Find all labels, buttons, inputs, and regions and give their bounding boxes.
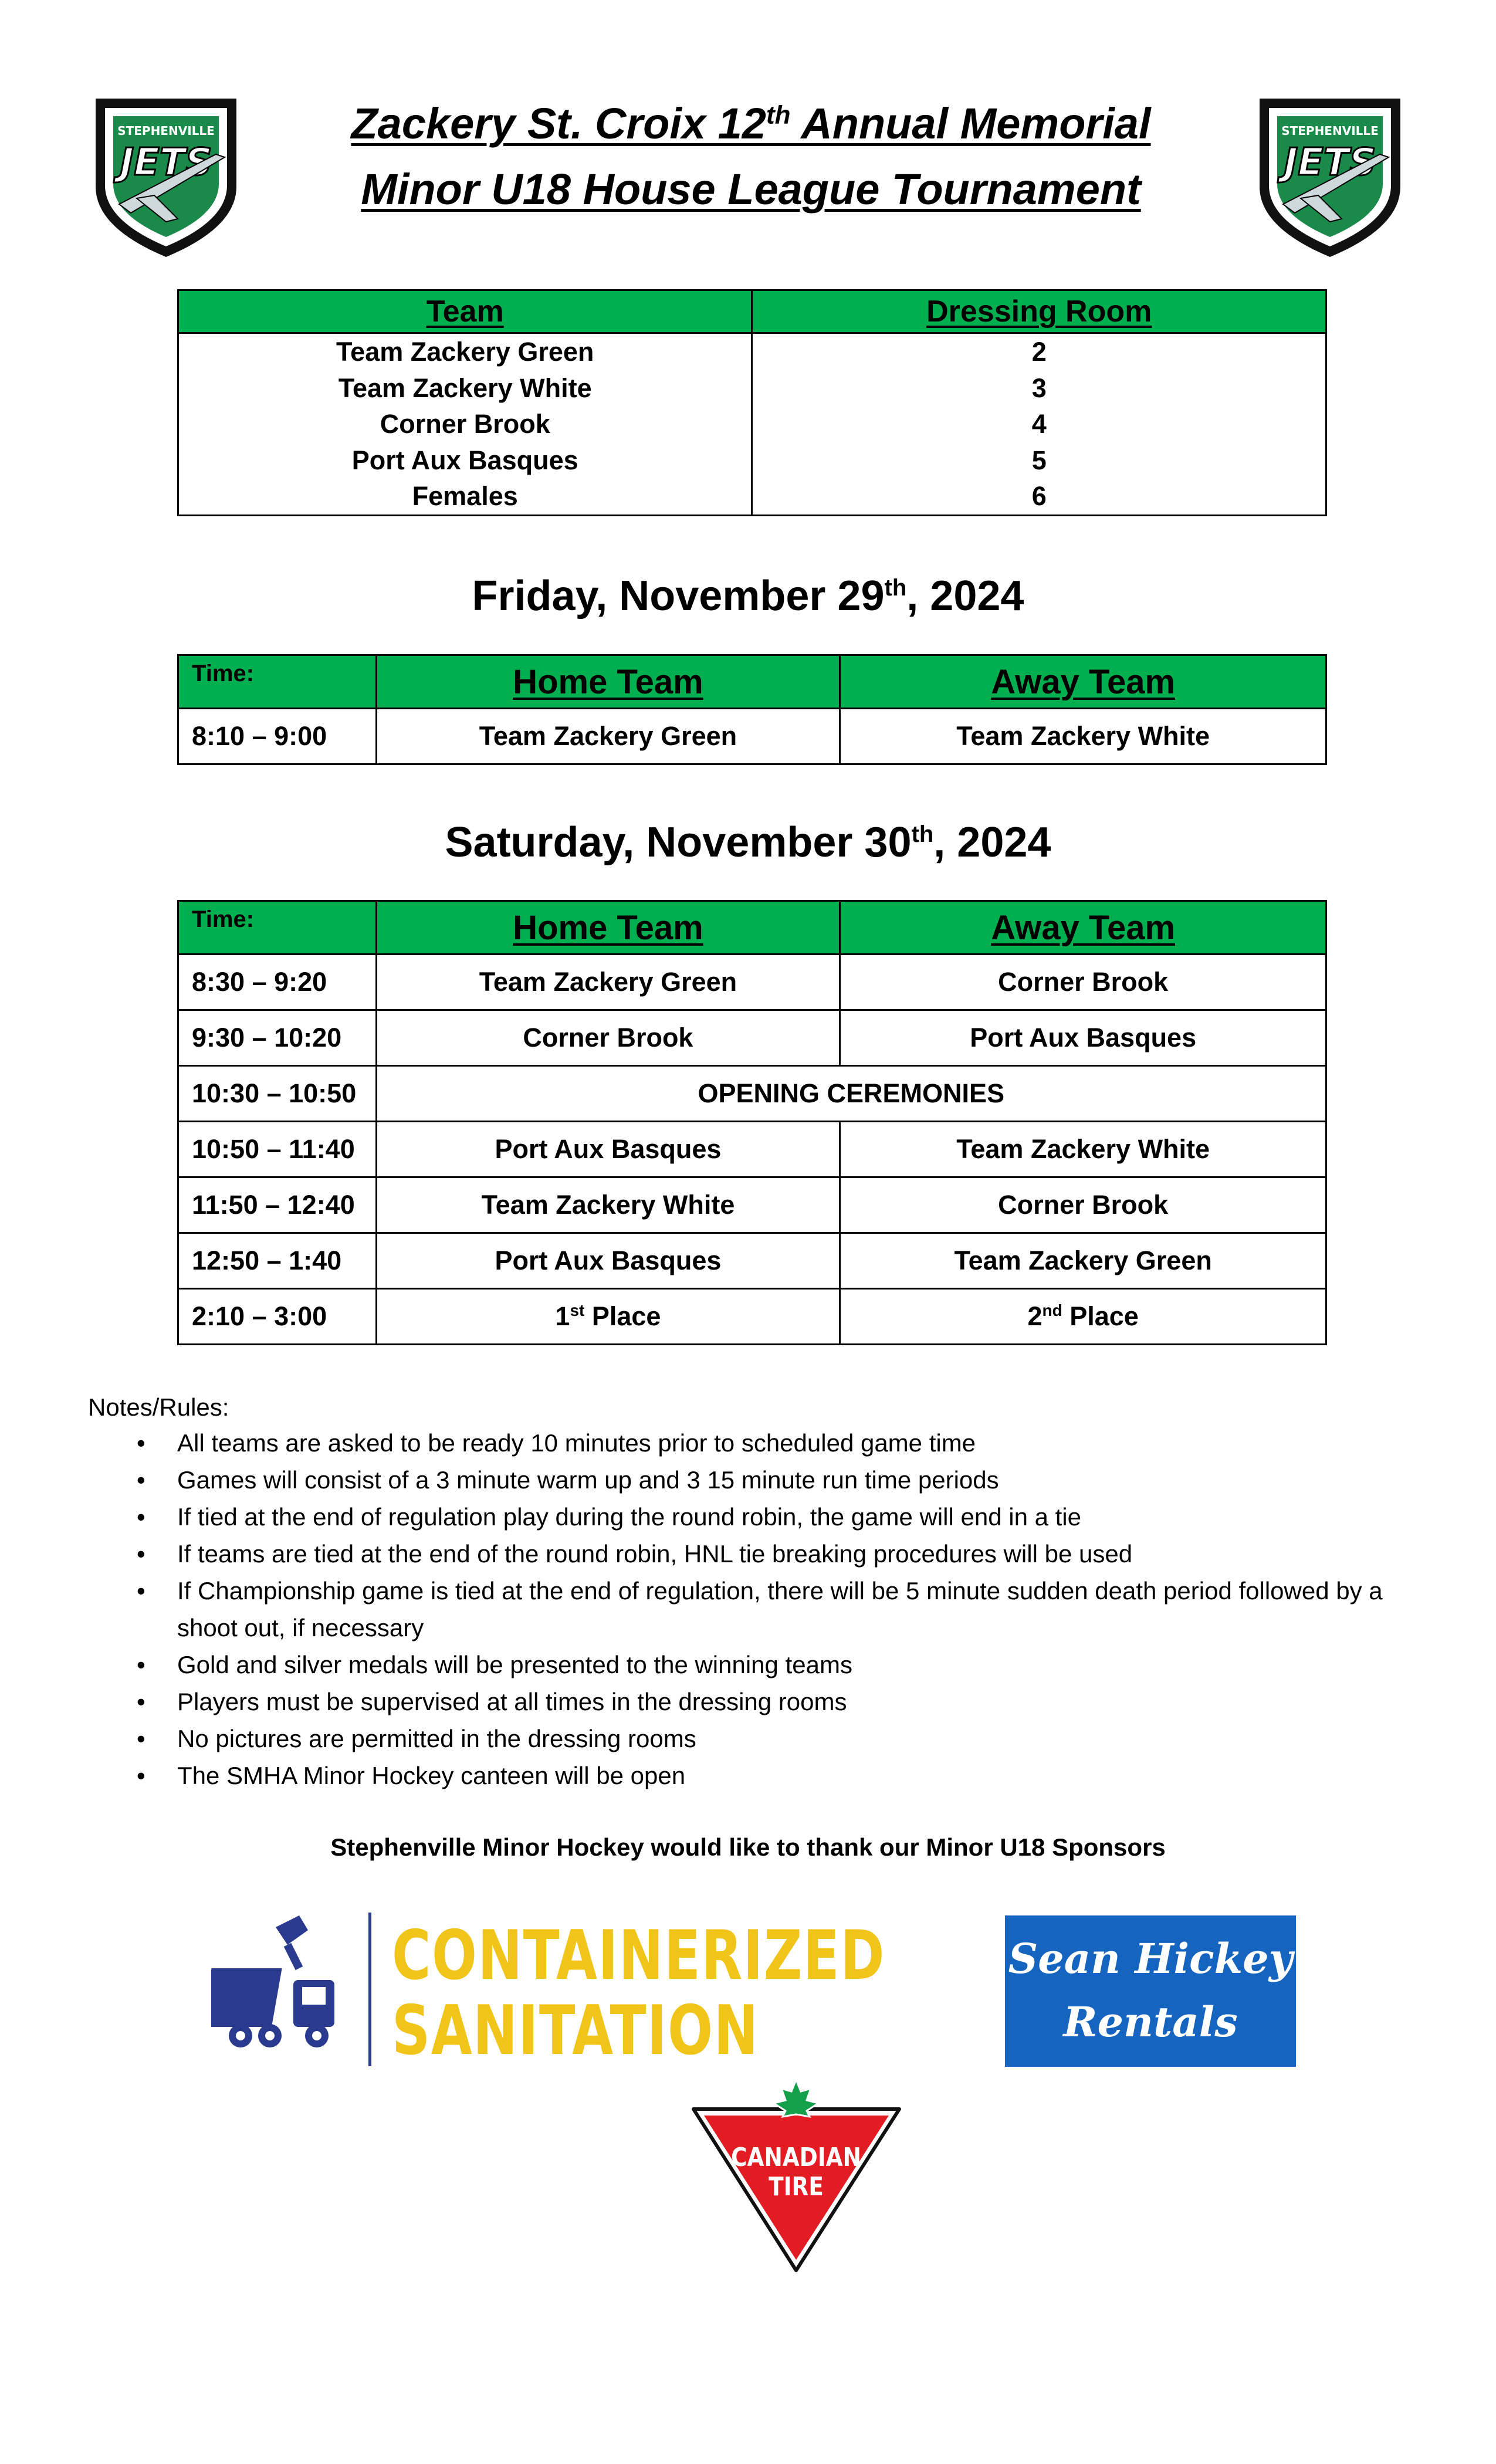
game-time: 10:30 – 10:50 — [178, 1066, 377, 1122]
stephenville-jets-logo-left — [84, 87, 248, 263]
title-line1-pre: Zackery St. Croix 12 — [351, 99, 766, 148]
containerized-line2: SANITATION — [392, 1991, 759, 2070]
team-name: Port Aux Basques — [351, 445, 578, 475]
home-team: Team Zackery White — [376, 1177, 840, 1233]
title-line2: Minor U18 House League Tournament — [361, 165, 1141, 214]
bullet-icon: • — [137, 1577, 145, 1605]
game-time: 11:50 – 12:40 — [178, 1177, 377, 1233]
bullet-icon: • — [137, 1688, 145, 1715]
game-row — [178, 1233, 1326, 1289]
away-team: 2nd Place — [840, 1289, 1326, 1345]
sean-line1: Sean Hickey — [1008, 1934, 1293, 1983]
away-team-header: Away Team — [840, 655, 1326, 709]
time-header: Time: — [178, 901, 377, 955]
note-item: • The SMHA Minor Hockey canteen will be open — [88, 1757, 1414, 1794]
final-row — [178, 1289, 1326, 1345]
containerized-line1: CONTAINERIZED — [392, 1916, 886, 1995]
stephenville-jets-logo-right — [1248, 87, 1412, 263]
bullet-icon: • — [137, 1540, 145, 1568]
home-team: Team Zackery Green — [376, 955, 840, 1010]
team-name: Corner Brook — [380, 409, 550, 439]
notes-title: Notes/Rules: — [88, 1393, 229, 1421]
room-number: 4 — [1031, 409, 1047, 439]
bullet-icon: • — [137, 1725, 145, 1752]
sanitation-divider — [368, 1913, 371, 2066]
note-item: • If Championship game is tied at the end of regulation, there will be 5 minute sudden death period followed by a shoot out, if necessary — [88, 1572, 1414, 1646]
canadian-tire-line2: TIRE — [769, 2171, 824, 2202]
team-name: Females — [412, 481, 518, 511]
title-line1-post: Annual Memorial — [790, 99, 1151, 148]
game-time: 8:30 – 9:20 — [178, 955, 377, 1010]
svg-text:JETS: JETS — [1284, 141, 1376, 184]
friday-schedule-table — [177, 654, 1327, 765]
sean-line2: Rentals — [1063, 1998, 1238, 2046]
away-team: Team Zackery White — [840, 709, 1326, 764]
note-item: • If teams are tied at the end of the round robin, HNL tie breaking procedures will be used — [88, 1535, 1414, 1572]
away-team-header: Away Team — [840, 901, 1326, 955]
game-time: 8:10 – 9:00 — [178, 709, 377, 764]
tournament-title — [270, 91, 1232, 222]
saturday-schedule-table — [177, 900, 1327, 1345]
title-line1-sup: th — [766, 100, 791, 130]
away-team: Corner Brook — [840, 955, 1326, 1010]
room-number: 6 — [1031, 481, 1047, 511]
room-list — [752, 333, 1326, 516]
note-item: • Gold and silver medals will be presented to the winning teams — [88, 1646, 1414, 1683]
away-team: Team Zackery Green — [840, 1233, 1326, 1289]
home-team: 1st Place — [376, 1289, 840, 1345]
notes-list — [88, 1424, 1414, 1794]
svg-text:JETS: JETS — [120, 141, 212, 184]
away-team: Team Zackery White — [840, 1122, 1326, 1177]
bullet-icon: • — [137, 1503, 145, 1531]
sean-hickey-rentals-logo — [1005, 1915, 1296, 2067]
friday-heading: Friday, November 29th, 2024 — [472, 573, 1024, 620]
ceremony-row — [178, 1066, 1326, 1122]
dressing-room-table — [177, 289, 1327, 516]
canadian-tire-logo — [686, 2077, 906, 2276]
game-row — [178, 709, 1326, 764]
bullet-icon: • — [137, 1762, 145, 1789]
bullet-icon: • — [137, 1651, 145, 1678]
svg-text:STEPHENVILLE: STEPHENVILLE — [1281, 124, 1379, 138]
game-time: 9:30 – 10:20 — [178, 1010, 377, 1066]
home-team: Team Zackery Green — [376, 709, 840, 764]
game-time: 12:50 – 1:40 — [178, 1233, 377, 1289]
room-number: 5 — [1031, 445, 1047, 475]
note-item: • No pictures are permitted in the dressing rooms — [88, 1720, 1414, 1757]
game-row — [178, 955, 1326, 1010]
bullet-icon: • — [137, 1429, 145, 1457]
team-name: Team Zackery Green — [336, 337, 594, 367]
note-item: • If tied at the end of regulation play during the round robin, the game will end in a tie — [88, 1498, 1414, 1535]
away-team: Port Aux Basques — [840, 1010, 1326, 1066]
team-list — [178, 333, 752, 516]
team-column-header: Team — [178, 290, 752, 333]
game-time: 10:50 – 11:40 — [178, 1122, 377, 1177]
game-row — [178, 1010, 1326, 1066]
note-item: • All teams are asked to be ready 10 minutes prior to scheduled game time — [88, 1424, 1414, 1461]
home-team: Port Aux Basques — [376, 1122, 840, 1177]
room-number: 2 — [1031, 337, 1047, 367]
room-number: 3 — [1031, 373, 1047, 403]
home-team-header: Home Team — [376, 901, 840, 955]
garbage-truck-icon — [211, 1904, 364, 2065]
game-row — [178, 1177, 1326, 1233]
game-row — [178, 1122, 1326, 1177]
home-team-header: Home Team — [376, 655, 840, 709]
bullet-icon: • — [137, 1466, 145, 1494]
team-name: Team Zackery White — [338, 373, 592, 403]
home-team: Port Aux Basques — [376, 1233, 840, 1289]
dressing-room-column-header: Dressing Room — [752, 290, 1326, 333]
opening-ceremonies: OPENING CEREMONIES — [376, 1066, 1326, 1122]
svg-text:STEPHENVILLE: STEPHENVILLE — [117, 124, 215, 138]
away-team: Corner Brook — [840, 1177, 1326, 1233]
containerized-sanitation-logo — [392, 1918, 885, 2069]
note-item: • Games will consist of a 3 minute warm up and 3 15 minute run time periods — [88, 1461, 1414, 1498]
sponsor-thanks: Stephenville Minor Hockey would like to thank our Minor U18 Sponsors — [330, 1833, 1166, 1861]
saturday-heading: Saturday, November 30th, 2024 — [445, 819, 1051, 866]
note-item: • Players must be supervised at all times in the dressing rooms — [88, 1683, 1414, 1720]
game-time: 2:10 – 3:00 — [178, 1289, 377, 1345]
home-team: Corner Brook — [376, 1010, 840, 1066]
time-header: Time: — [178, 655, 377, 709]
canadian-tire-line1: CANADIAN — [731, 2142, 861, 2172]
